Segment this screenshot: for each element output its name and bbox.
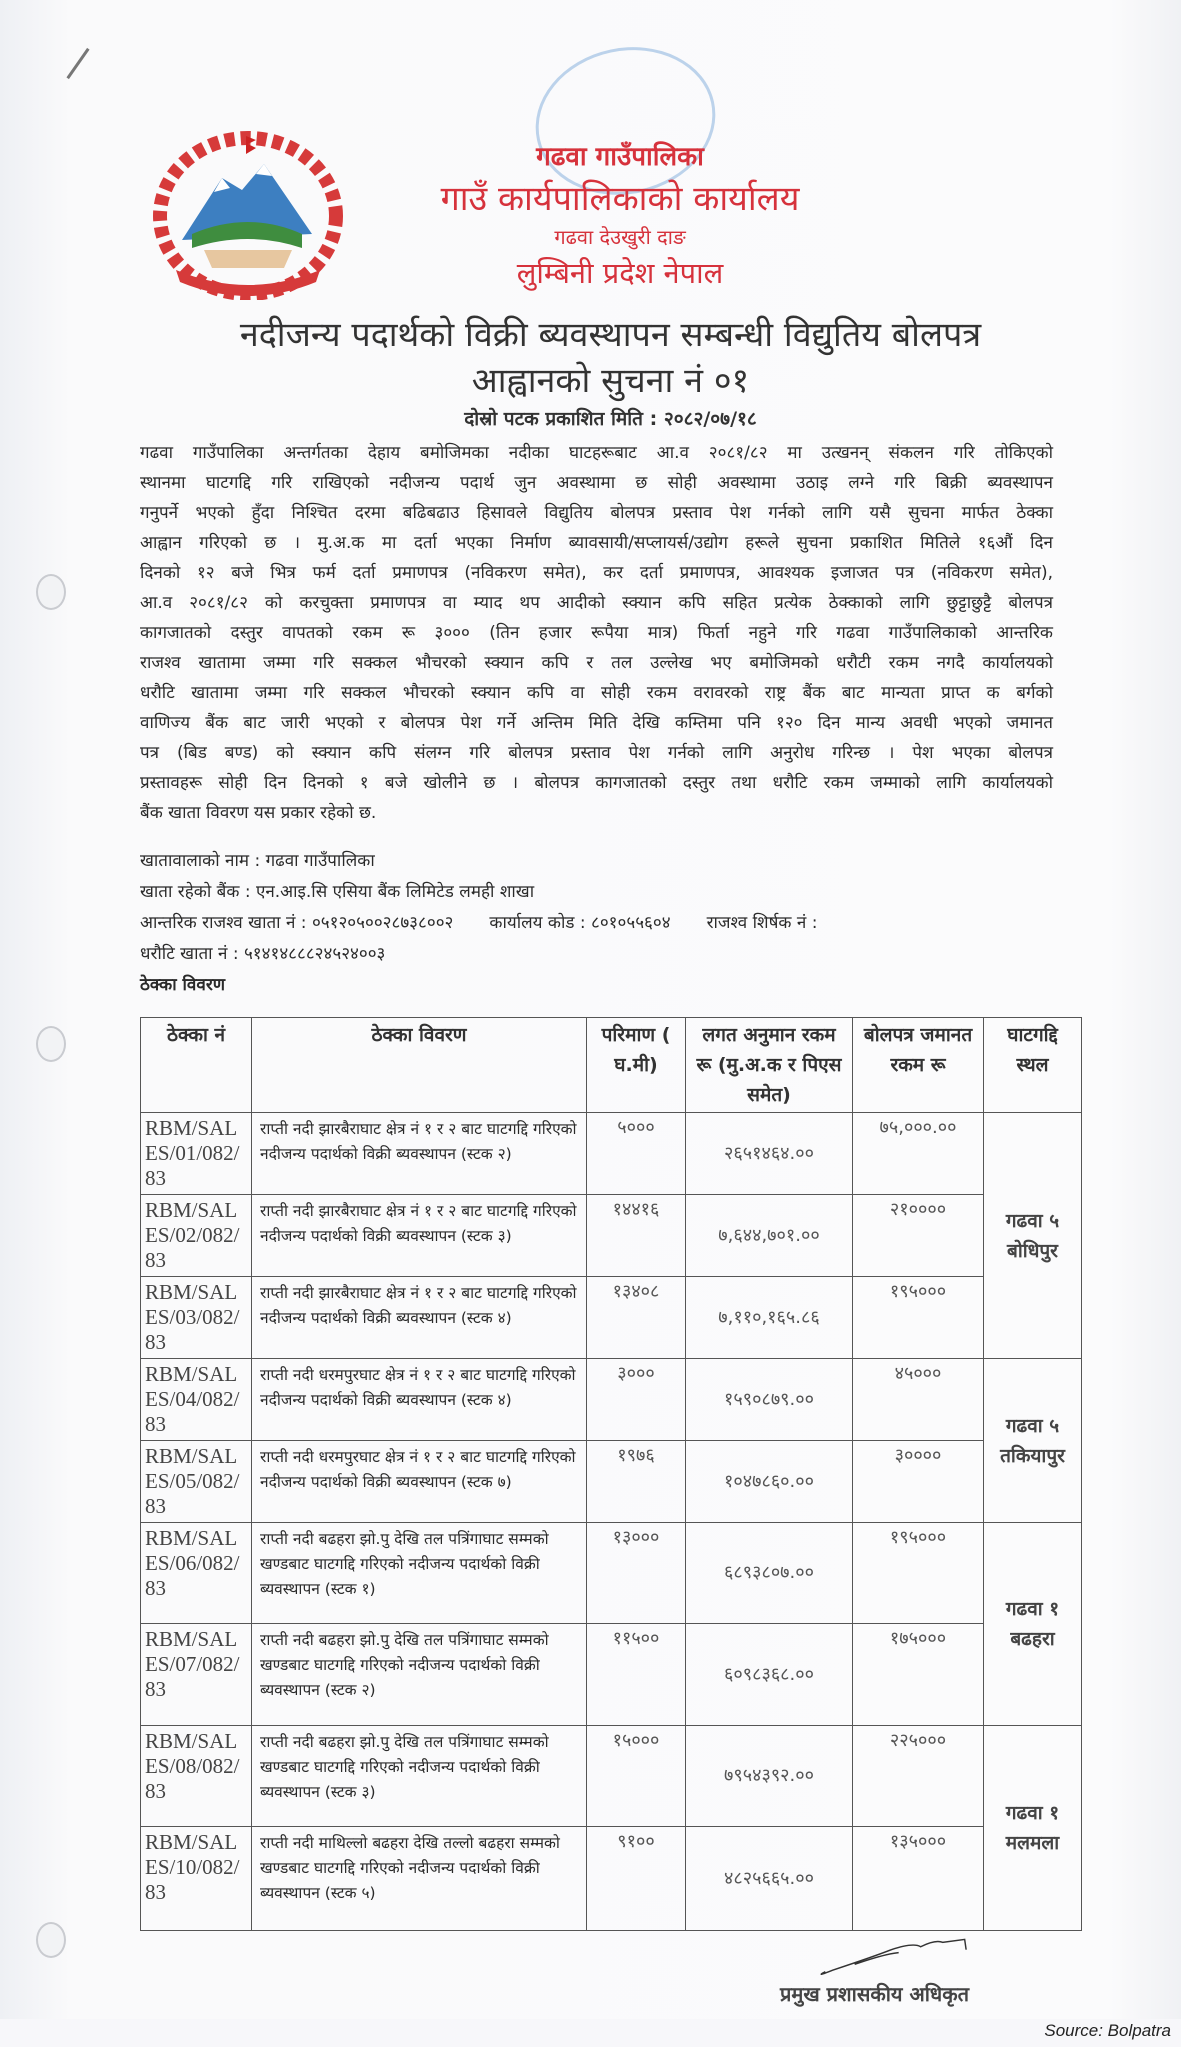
header-contract-no: ठेक्का नं: [141, 1018, 252, 1113]
cost-estimate: ६८९३८०७.००: [686, 1523, 853, 1624]
table-row: [141, 1359, 1082, 1441]
table-row: [141, 1624, 1082, 1726]
quantity: ९१००: [587, 1827, 686, 1931]
office-name: गाउँ कार्यपालिकाको कार्यालय: [440, 179, 800, 219]
office-code: कार्यालय कोड : ८०१०५५६०४: [489, 913, 671, 933]
account-holder: खातावालाको नाम : गढवा गाउँपालिका: [140, 851, 375, 871]
table-row: [141, 1827, 1082, 1931]
contract-id: RBM/SALES/04/082/83: [141, 1359, 252, 1441]
notice-body-line: गढवा गाउँपालिका अन्तर्गतका देहाय बमोजिमका नदीका घाटहरूबाट आ.व २०८१/८२ मा उत्खनन् संकलन गरि तोकिएको: [140, 443, 1053, 463]
notice-body-line: धरौटि खातामा जम्मा गरि सक्कल भौचरको स्क्यान कपि वा सोही रकम वरावरको राष्ट्र बैंक बाट मान्यता प्राप्त क बर्गको: [140, 683, 1053, 703]
cost-estimate: ४८२५६६५.००: [686, 1827, 853, 1931]
quantity: ११५००: [587, 1624, 686, 1726]
table-row: [141, 1523, 1082, 1624]
bid-bond-amount: ३००००: [853, 1441, 984, 1523]
table-header-row: [141, 1018, 1082, 1113]
header-contract-details: ठेक्का विवरण: [252, 1018, 587, 1113]
contract-description: राप्ती नदी बढहरा झो.पु देखि तल पत्रिंगाघाट सम्मको खण्डबाट घाटगद्दि गरिएको नदीजन्य पदार्थको विक्री ब्यवस्थापन (स्टक ३): [252, 1726, 587, 1827]
bid-bond-amount: १३५०००: [853, 1827, 984, 1931]
notice-body-line: दिनको १२ बजे भित्र फर्म दर्ता प्रमाणपत्र (नविकरण समेत), कर दर्ता प्रमाणपत्र, आवश्यक इजाजत पत्र (नविकरण समेत),: [140, 563, 1053, 583]
staple-mark: [66, 48, 89, 79]
bid-bond-amount: २१००००: [853, 1195, 984, 1277]
quantity: १९७६: [587, 1441, 686, 1523]
quantity: १४४१६: [587, 1195, 686, 1277]
site-location: गढवा १ बढहरा: [984, 1523, 1082, 1726]
contract-description: राप्ती नदी धरमपुरघाट क्षेत्र नं १ र २ बाट घाटगद्दि गरिएको नदीजन्य पदार्थको विक्री ब्यवस्थापन (स्टक ७): [252, 1441, 587, 1523]
deposit-account: धरौटि खाता नं : ५१४१४८८८२४५२४००३: [140, 944, 386, 964]
signature: [780, 1935, 1010, 1979]
header-quantity: परिमाण ( घ.मी): [587, 1018, 686, 1113]
bank-name: खाता रहेको बैंक : एन.आइ.सि एसिया बैंक लिमिटेड लमही शाखा: [140, 882, 535, 902]
contract-id: RBM/SALES/08/082/83: [141, 1726, 252, 1827]
contract-id: RBM/SALES/05/082/83: [141, 1441, 252, 1523]
cost-estimate: ७,११०,१६५.८६: [686, 1277, 853, 1359]
contract-table: [140, 1017, 1082, 1931]
notice-body: [140, 438, 1053, 828]
revenue-account: आन्तरिक राजश्व खाता नं : ०५१२०५००२८७३८००२: [140, 913, 454, 933]
notice-body-line: गनुपर्ने भएको हुँदा निश्चित दरमा बढिबढाउ हिसावले विद्युतिय बोलपत्र प्रस्ताव पेश गर्नको लागि यसै सुचना मार्फत ठेक्का: [140, 503, 1053, 523]
notice-body-line: वाणिज्य बैंक बाट जारी भएको र बोलपत्र पेश गर्ने अन्तिम मिति देखि कम्तिमा पनि १२० दिन मान्य अवधी भएको जमानत: [140, 713, 1053, 733]
notice-body-line: स्थानमा घाटगद्दि गरि राखिएको नदीजन्य पदार्थ जुन अवस्थामा छ सोही अवस्थामा उठाइ लग्ने गरि बिक्री ब्यवस्थापन: [140, 473, 1053, 493]
table-row: [141, 1277, 1082, 1359]
contract-id: RBM/SALES/01/082/83: [141, 1113, 252, 1195]
punch-hole: [36, 574, 66, 610]
office-province: लुम्बिनी प्रदेश नेपाल: [516, 256, 724, 290]
table-row: [141, 1726, 1082, 1827]
quantity: ५०००: [587, 1113, 686, 1195]
bid-bond-amount: ४५०००: [853, 1359, 984, 1441]
quantity: १३४०८: [587, 1277, 686, 1359]
punch-hole: [36, 1922, 66, 1958]
table-row: [141, 1113, 1082, 1195]
published-date: दोस्रो पटक प्रकाशित मिति : २०८२/०७/१८: [464, 408, 757, 430]
cost-estimate: १५९०८७९.००: [686, 1359, 853, 1441]
municipality-name: गढवा गाउँपालिका: [536, 142, 704, 172]
notice-number: आह्वानको सुचना नं ०१: [471, 361, 750, 401]
revenue-heading: राजश्व शिर्षक नं :: [706, 913, 818, 933]
nepal-emblem-logo: [152, 130, 344, 300]
header-bid-bond: बोलपत्र जमानत रकम रू: [853, 1018, 984, 1113]
punch-hole: [36, 1026, 66, 1062]
cost-estimate: ७९५४३९२.००: [686, 1726, 853, 1827]
notice-title: नदीजन्य पदार्थको विक्री ब्यवस्थापन सम्बन्धी विद्युतिय बोलपत्र: [239, 315, 982, 355]
quantity: १३०००: [587, 1523, 686, 1624]
bid-bond-amount: २२५०००: [853, 1726, 984, 1827]
header-cost-estimate: लगत अनुमान रकम रू (मु.अ.क र पिएस समेत): [686, 1018, 853, 1113]
contract-id: RBM/SALES/07/082/83: [141, 1624, 252, 1726]
contract-description: राप्ती नदी झारबैराघाट क्षेत्र नं १ र २ बाट घाटगद्दि गरिएको नदीजन्य पदार्थको विक्री ब्यवस्थापन (स्टक २): [252, 1113, 587, 1195]
cost-estimate: २६५१४६४.००: [686, 1113, 853, 1195]
letterhead: [330, 138, 910, 294]
signatory-title: प्रमुख प्रशासकीय अधिकृत: [780, 1982, 969, 2006]
contract-id: RBM/SALES/02/082/83: [141, 1195, 252, 1277]
cost-estimate: ६०९८३६८.००: [686, 1624, 853, 1726]
bid-bond-amount: १९५०००: [853, 1277, 984, 1359]
contract-id: RBM/SALES/06/082/83: [141, 1523, 252, 1624]
office-address: गढवा देउखुरी दाङ: [554, 225, 686, 249]
notice-body-line: आ.व २०८१/८२ को करचुक्ता प्रमाणपत्र वा म्याद थप आदीको स्क्यान कपि सहित प्रत्येक ठेक्काको लागि छुट्टाछुट्टै बोलपत्र: [140, 593, 1053, 613]
notice-body-line: प्रस्तावहरू सोही दिन दिनको १ बजे खोलीने छ । बोलपत्र कागजातको दस्तुर तथा धरौटि रकम जम्माको लागि कार्यालयको: [140, 773, 1053, 793]
contract-section-title: ठेक्का विवरण: [140, 975, 226, 995]
signature-block: [780, 1935, 1080, 2009]
cost-estimate: ७,६४४,७०१.००: [686, 1195, 853, 1277]
notice-body-line: बैंक खाता विवरण यस प्रकार रहेको छ.: [140, 803, 377, 823]
bid-bond-amount: १९५०००: [853, 1523, 984, 1624]
account-code-row: [140, 908, 1081, 939]
contract-description: राप्ती नदी झारबैराघाट क्षेत्र नं १ र २ बाट घाटगद्दि गरिएको नदीजन्य पदार्थको विक्री ब्यवस्थापन (स्टक ३): [252, 1195, 587, 1277]
bid-bond-amount: ७५,०००.००: [853, 1113, 984, 1195]
quantity: ३०००: [587, 1359, 686, 1441]
contract-id: RBM/SALES/10/082/83: [141, 1827, 252, 1931]
site-location: गढवा ५ बोधिपुर: [984, 1113, 1082, 1359]
site-location: गढवा ५ तकियापुर: [984, 1359, 1082, 1523]
bid-bond-amount: १७५०००: [853, 1624, 984, 1726]
notice-body-line: पत्र (बिड बण्ड) को स्क्यान कपि संलग्न गरि बोलपत्र प्रस्ताव पेश गर्नको लागि अनुरोध गरिन्छ । पेश भएका बोलपत्र: [140, 743, 1053, 763]
table-row: [141, 1195, 1082, 1277]
contract-id: RBM/SALES/03/082/83: [141, 1277, 252, 1359]
bank-details: [140, 846, 1081, 1001]
contract-description: राप्ती नदी माथिल्लो बढहरा देखि तल्लो बढहरा सम्मको खण्डबाट घाटगद्दि गरिएको नदीजन्य पदार्थको विक्री ब्यवस्थापन (स्टक ५): [252, 1827, 587, 1931]
quantity: १५०००: [587, 1726, 686, 1827]
notice-body-line: राजश्व खातामा जम्मा गरि सक्कल भौचरको स्क्यान कपि र तल उल्लेख भए बमोजिमको धरौटी रकम नगदै कार्यालयको: [140, 653, 1053, 673]
notice-heading: [140, 312, 1081, 434]
cost-estimate: १०४७८६०.००: [686, 1441, 853, 1523]
contract-description: राप्ती नदी बढहरा झो.पु देखि तल पत्रिंगाघाट सम्मको खण्डबाट घाटगद्दि गरिएको नदीजन्य पदार्थको विक्री ब्यवस्थापन (स्टक १): [252, 1523, 587, 1624]
site-location: गढवा १ मलमला: [984, 1726, 1082, 1931]
contract-description: राप्ती नदी झारबैराघाट क्षेत्र नं १ र २ बाट घाटगद्दि गरिएको नदीजन्य पदार्थको विक्री ब्यवस्थापन (स्टक ४): [252, 1277, 587, 1359]
notice-body-line: कागजातको दस्तुर वापतको रकम रू ३००० (तिन हजार रूपैया मात्र) फिर्ता नहुने गरि गढवा गाउँपालिकाको आन्तरिक: [140, 623, 1053, 643]
contract-description: राप्ती नदी धरमपुरघाट क्षेत्र नं १ र २ बाट घाटगद्दि गरिएको नदीजन्य पदार्थको विक्री ब्यवस्थापन (स्टक ४): [252, 1359, 587, 1441]
notice-body-line: आह्वान गरिएको छ । मु.अ.क मा दर्ता भएका निर्माण ब्यावसायी/सप्लायर्स/उद्योग हरूले सुचना प्रकाशित मितिले १६औं दिन: [140, 533, 1053, 553]
source-caption: Source: Bolpatra: [1044, 2021, 1171, 2040]
contract-description: राप्ती नदी बढहरा झो.पु देखि तल पत्रिंगाघाट सम्मको खण्डबाट घाटगद्दि गरिएको नदीजन्य पदार्थको विक्री ब्यवस्थापन (स्टक २): [252, 1624, 587, 1726]
table-row: [141, 1441, 1082, 1523]
header-location: घाटगद्दि स्थल: [984, 1018, 1082, 1113]
